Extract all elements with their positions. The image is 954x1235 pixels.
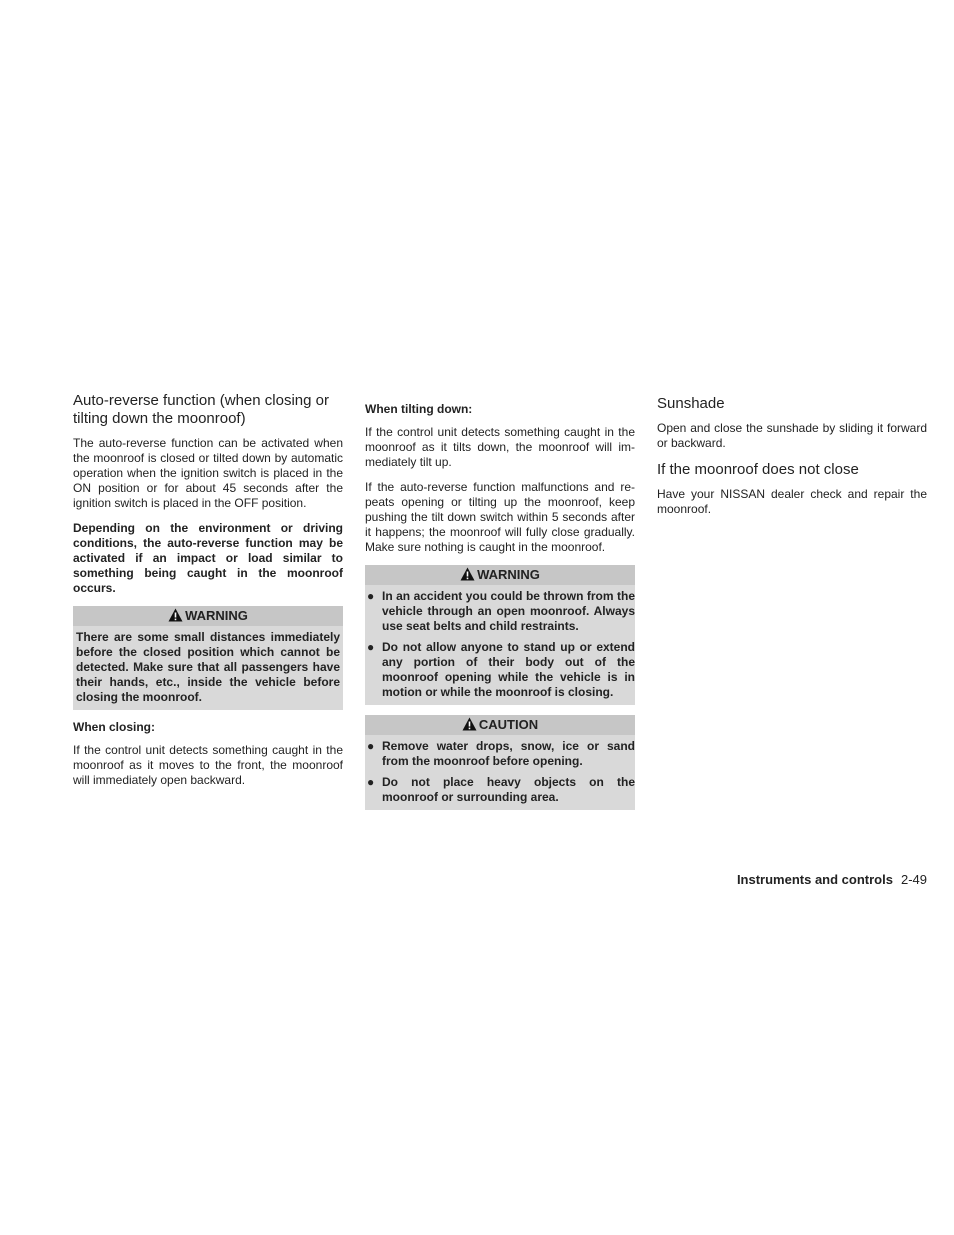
auto-reverse-bold-paragraph: Depending on the environment or driving conditions, the auto-reverse function may be activated if an impact or load similar to something being caught in the moonroof occurs.: [73, 521, 343, 595]
footer-section-title: Instruments and controls: [736, 872, 893, 887]
warning-label: WARNING: [185, 608, 248, 623]
section-heading-auto-reverse: Auto-reverse function (when closing or tilting down the moonroof): [73, 392, 329, 427]
list-item: ● Do not place heavy objects on the moonroof or surrounding area.: [367, 775, 635, 804]
when-tilting-heading: When tilting down:: [365, 402, 473, 416]
warning-triangle-icon: [462, 717, 477, 731]
warning-box-accident: [365, 565, 635, 705]
moonroof-not-close-heading: If the moonroof does not close: [657, 461, 859, 478]
column-right: [657, 395, 927, 527]
when-closing-heading: When closing:: [73, 720, 155, 734]
auto-reverse-paragraph: The auto-reverse function can be activated when the moonroof is closed or tilted down by automatic operation when the ignition switch is placed in the ON position or for about 45 seconds after the ignition switch is placed in the OFF position.: [73, 436, 343, 510]
bullet-icon: ●: [367, 775, 375, 789]
bullet-icon: ●: [367, 640, 375, 654]
warning-label: WARNING: [477, 567, 540, 582]
list-item: ● Remove water drops, snow, ice or sand from the moonroof before opening.: [367, 739, 635, 768]
sunshade-heading: Sunshade: [657, 395, 725, 412]
warning-triangle-icon: [168, 608, 183, 622]
list-item: ● In an accident you could be thrown from the vehicle through an open moonroof. Always use seat belts and child restraints.: [367, 589, 635, 633]
warning-triangle-icon: [460, 567, 475, 581]
when-closing-paragraph: If the control unit detects something caught in the moonroof as it moves to the front, the moonroof will immediately open backward.: [73, 743, 343, 787]
column-left: [73, 392, 343, 798]
bullet-icon: ●: [367, 589, 375, 603]
warning-header: [73, 606, 343, 626]
when-tilting-paragraph: If the control unit detects something caught in the moonroof as it tilts down, the moonroof will immediately tilt up.: [365, 425, 635, 469]
bullet-icon: ●: [367, 739, 375, 753]
caution-header: [365, 715, 635, 735]
list-item: ● Do not allow anyone to stand up or extend any portion of their body out of the moonroof opening while the vehicle is in motion or while the moonroof is closing.: [367, 640, 635, 699]
moonroof-not-close-paragraph: Have your NISSAN dealer check and repair the moonroof.: [657, 487, 927, 516]
caution-box: [365, 715, 635, 810]
warning-text: There are some small distances immediately before the closed position which cannot be detected. Make sure that all passengers have their hands, etc., inside the vehicle before closing the moonroof.: [76, 630, 340, 704]
sunshade-paragraph: Open and close the sunshade by sliding it forward or backward.: [657, 421, 927, 450]
page-number: 2-49: [900, 872, 927, 887]
caution-list: [365, 739, 635, 805]
page-footer: [737, 871, 927, 889]
warning-box-closing: [73, 606, 343, 710]
warning-header: [365, 565, 635, 585]
warning-list: [365, 589, 635, 700]
malfunction-paragraph: If the auto-reverse function malfunctions and repeats opening or tilting up the moonroof, keep pushing the tilt down switch within 5 seconds after it happens; the moonroof will fully close gradually. Make sure nothing is caught in the moonroof.: [365, 480, 635, 554]
column-middle: [365, 402, 635, 820]
caution-label: CAUTION: [478, 717, 539, 732]
